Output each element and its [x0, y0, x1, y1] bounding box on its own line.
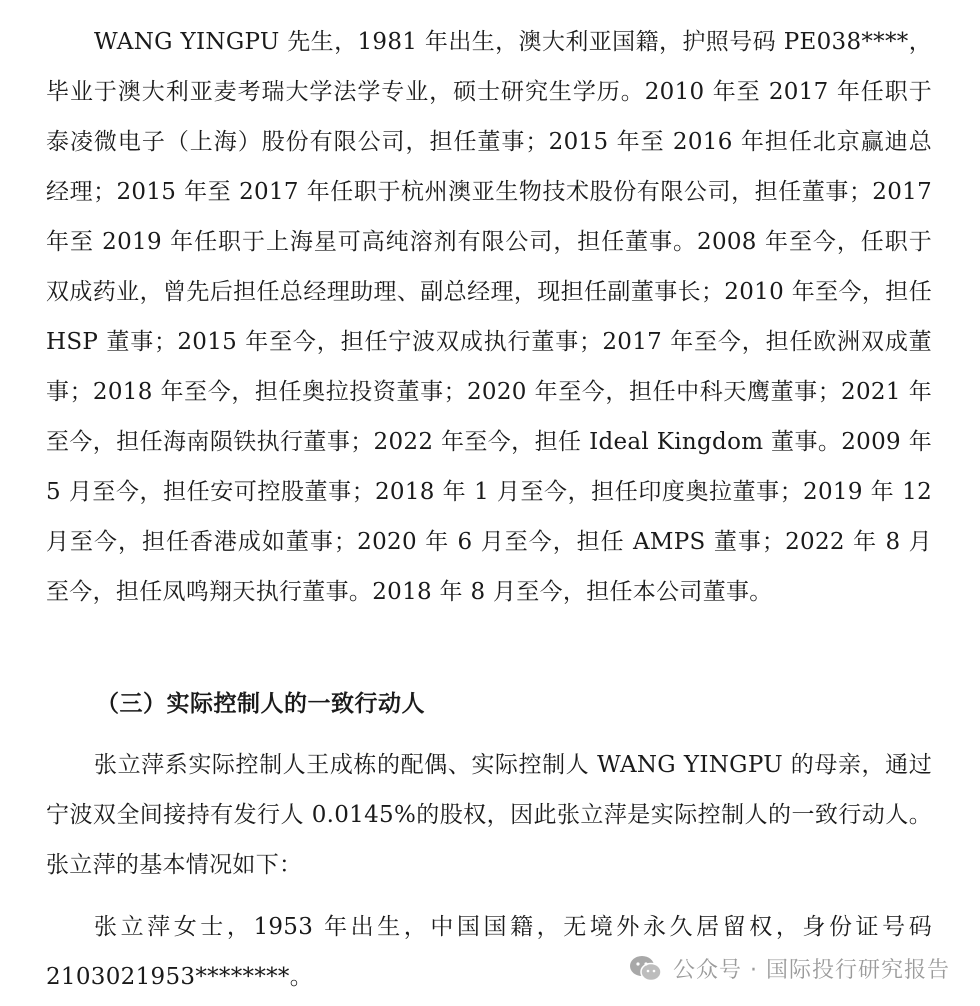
- watermark-text: 公众号 · 国际投行研究报告: [673, 958, 950, 983]
- wechat-icon: [629, 955, 663, 983]
- personal-info-paragraph: 张立萍女士，1953 年出生，中国国籍，无境外永久居留权，身份证号码 2103021953********。: [46, 914, 932, 990]
- watermark: [629, 953, 950, 984]
- section-heading: （三）实际控制人的一致行动人: [96, 691, 425, 717]
- biography-paragraph: WANG YINGPU 先生，1981 年出生，澳大利亚国籍，护照号码 PE038****，毕业于澳大利亚麦考瑞大学法学专业，硕士研究生学历。2010 年至 2017 年任职于泰凌微电子（上海）股份有限公司，担任董事；2015 年至 2016 年担任北京赢迪总经理；2015 年至 2017 年任职于杭州澳亚生物技术股份有限公司，担任董事；2017 年至 2019 年任职于上海星可高纯溶剂有限公司，担任董事。2008 年至今，任职于双成药业，曾先后担任总经理助理、副总经理，现担任副董事长；2010 年至今，担任 HSP 董事；2015 年至今，担任宁波双成执行董事；2017 年至今，担任欧洲双成董事；2018 年至今，担任奥拉投资董事；2020 年至今，担任中科天鹰董事；2021 年至今，担任海南陨铁执行董事；2022 年至今，担任 Ideal Kingdom 董事。2009 年 5 月至今，担任安可控股董事；2018 年 1 月至今，担任印度奥拉董事；2019 年 12 月至今，担任香港成如董事；2020 年 6 月至今，担任 AMPS 董事；2022 年 8 月至今，担任凤鸣翔天执行董事。2018 年 8 月至今，担任本公司董事。: [46, 29, 932, 605]
- concerted-party-paragraph: 张立萍系实际控制人王成栋的配偶、实际控制人 WANG YINGPU 的母亲，通过宁波双全间接持有发行人 0.0145%的股权，因此张立萍是实际控制人的一致行动人。张立萍的基本情况如下：: [46, 752, 932, 878]
